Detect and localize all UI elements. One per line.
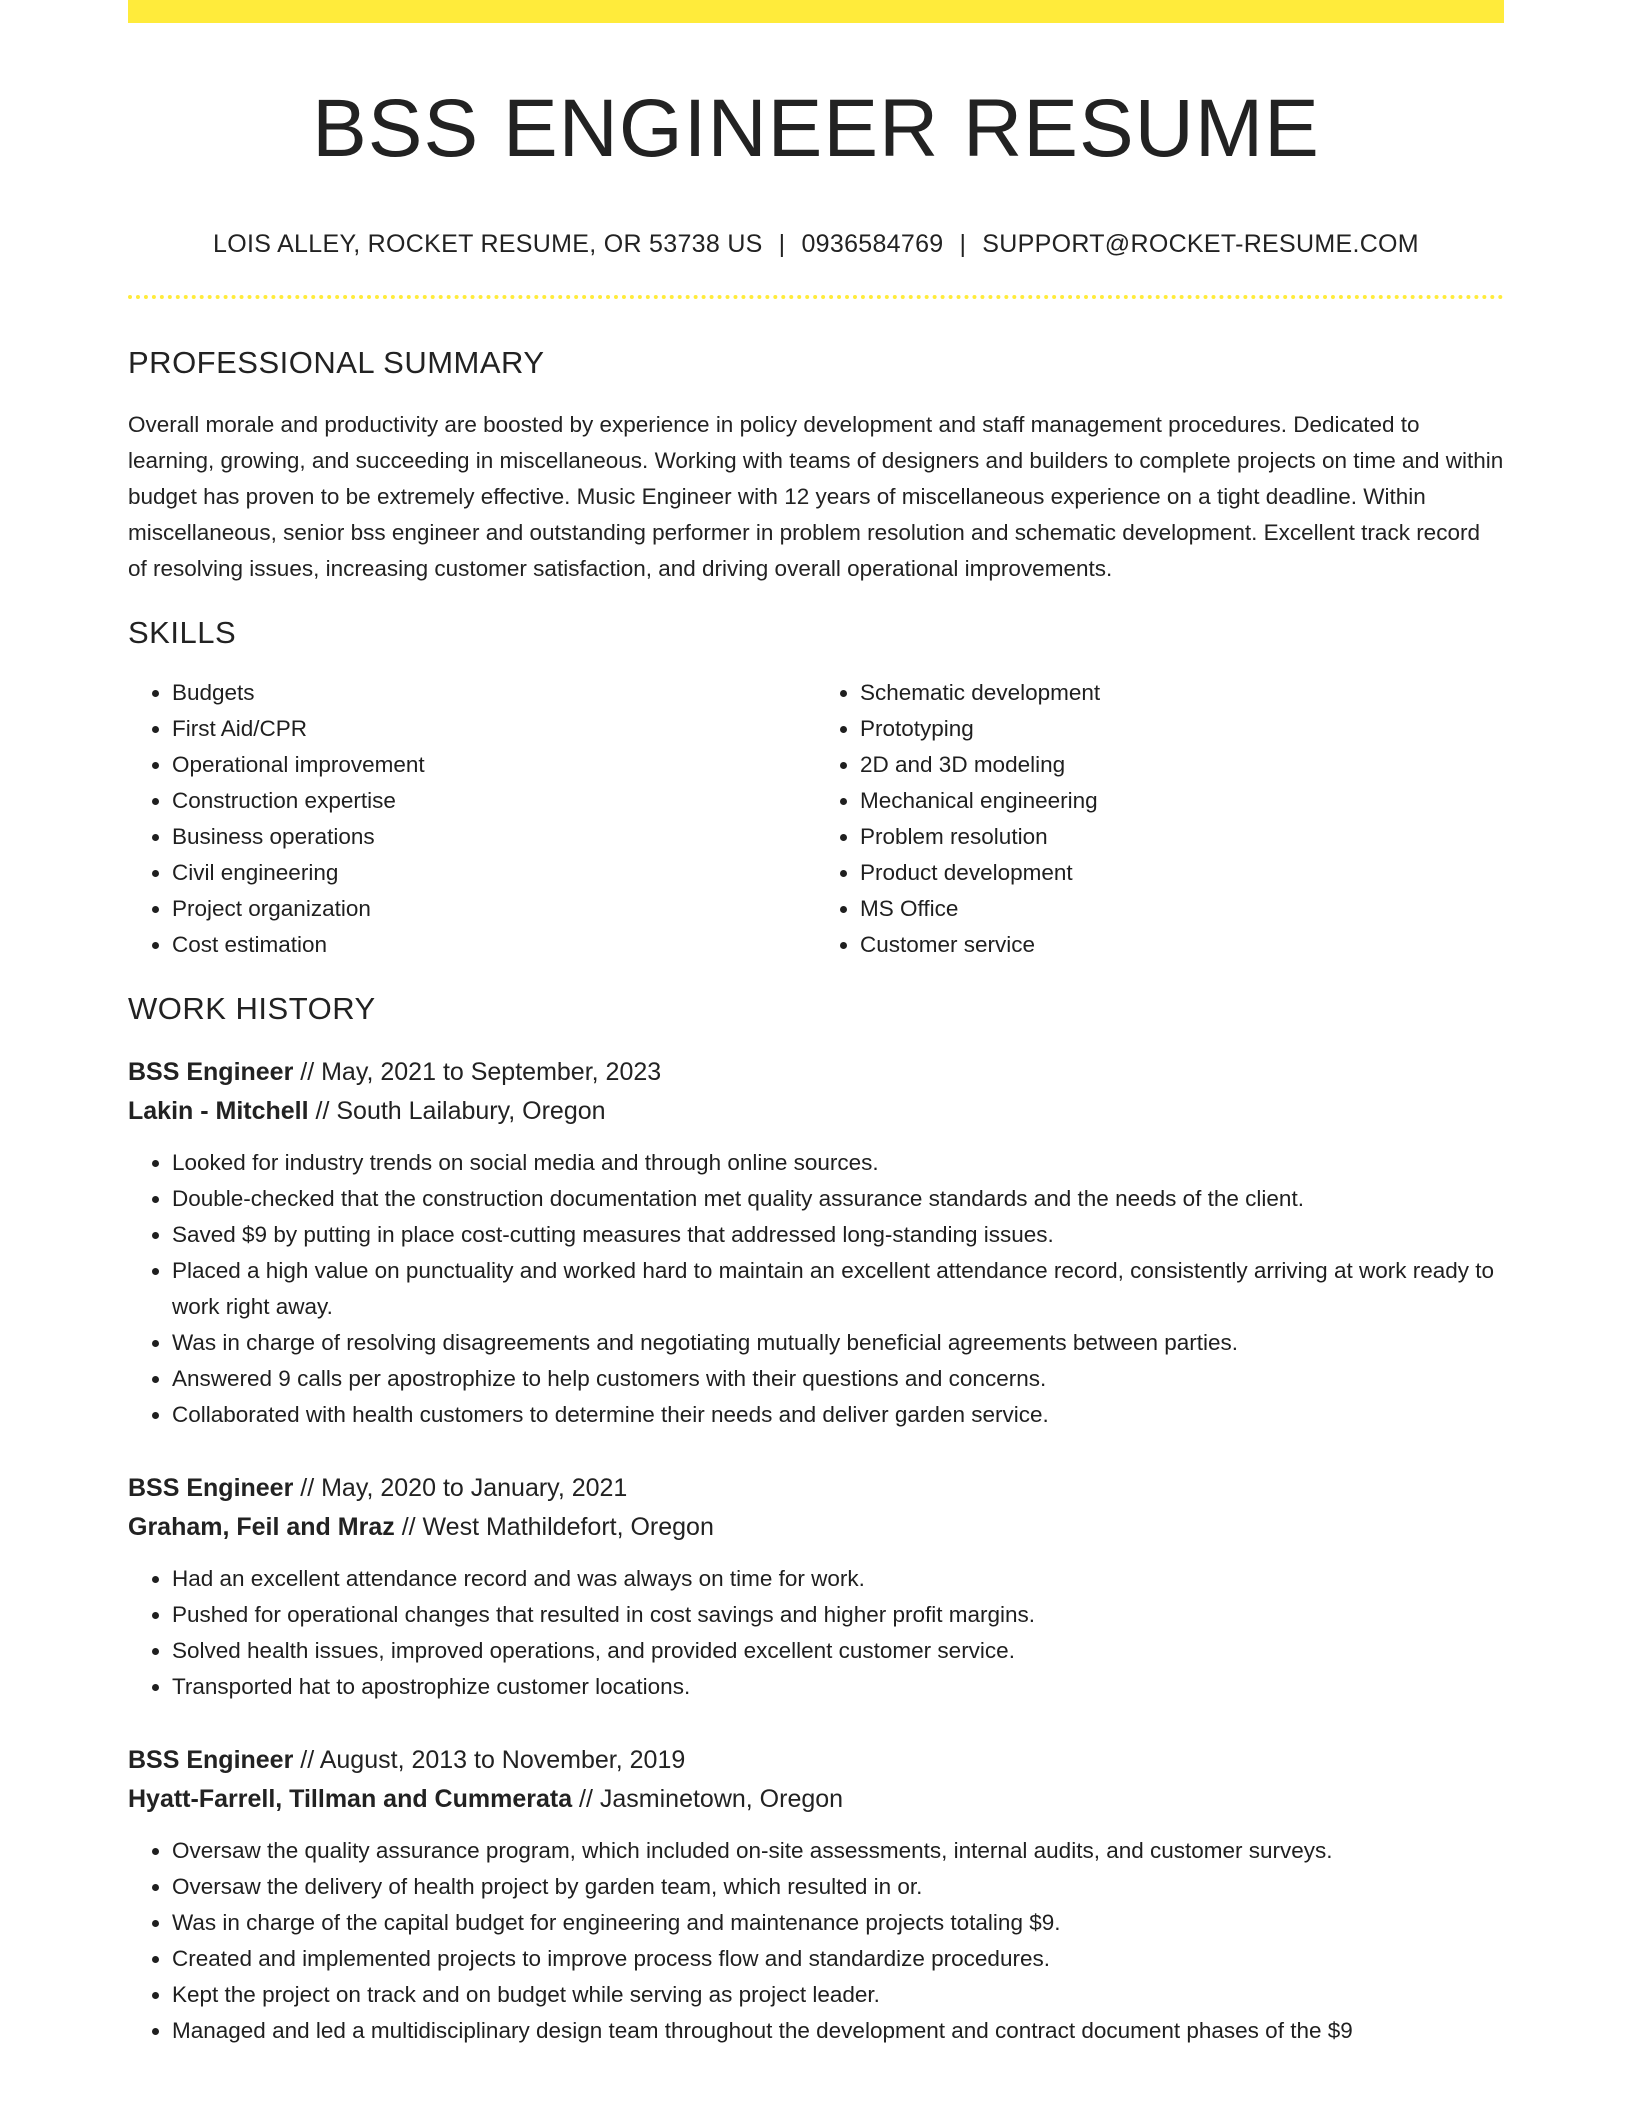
work-history-heading: WORK HISTORY [128, 991, 376, 1027]
work-history-list [128, 1053, 1504, 2049]
skill-item: • MS Office [860, 891, 1504, 927]
job-bullet: • Transported hat to apostrophize customer locations. [172, 1669, 1504, 1705]
skill-item: • Business operations [172, 819, 816, 855]
job-entry [128, 1053, 1504, 1433]
job-bullet: • Double-checked that the construction documentation met quality assurance standards and the needs of the client. [172, 1181, 1504, 1217]
summary-heading: PROFESSIONAL SUMMARY [128, 345, 545, 381]
skill-item: • Civil engineering [172, 855, 816, 891]
resume-title: BSS ENGINEER RESUME [312, 83, 1320, 174]
skill-item: • Operational improvement [172, 747, 816, 783]
job-bullets [128, 1561, 1504, 1705]
skills-column-left [128, 675, 816, 963]
job-bullet: • Was in charge of the capital budget for engineering and maintenance projects totaling $9. [172, 1905, 1504, 1941]
skill-item: • Schematic development [860, 675, 1504, 711]
job-bullet: • Saved $9 by putting in place cost-cutting measures that addressed long-standing issues. [172, 1217, 1504, 1253]
job-role: BSS Engineer [128, 1058, 294, 1087]
contact-email: SUPPORT@ROCKET-RESUME.COM [982, 230, 1419, 259]
job-bullet: • Answered 9 calls per apostrophize to help customers with their questions and concerns. [172, 1361, 1504, 1397]
job-bullet: • Pushed for operational changes that resulted in cost savings and higher profit margins. [172, 1597, 1504, 1633]
contact-phone: 0936584769 [801, 230, 944, 259]
contact-separator: | [778, 230, 786, 259]
skill-item: • Project organization [172, 891, 816, 927]
job-bullet: • Managed and led a multidisciplinary design team throughout the development and contract document phases of the $9 [172, 2013, 1504, 2049]
job-company: Hyatt-Farrell, Tillman and Cummerata [128, 1785, 573, 1814]
accent-top-bar [128, 0, 1504, 23]
job-company: Lakin - Mitchell [128, 1097, 309, 1126]
job-company-line [128, 1508, 1504, 1547]
job-company-line [128, 1092, 1504, 1131]
job-company-line [128, 1780, 1504, 1819]
job-role-line [128, 1469, 1504, 1508]
dotted-divider [128, 295, 1504, 299]
job-bullet: • Collaborated with health customers to determine their needs and deliver garden service. [172, 1397, 1504, 1433]
skill-item: • Construction expertise [172, 783, 816, 819]
job-company: Graham, Feil and Mraz [128, 1513, 395, 1542]
skill-item: • 2D and 3D modeling [860, 747, 1504, 783]
skill-item: • Mechanical engineering [860, 783, 1504, 819]
skill-item: • First Aid/CPR [172, 711, 816, 747]
skill-item: • Problem resolution [860, 819, 1504, 855]
job-dates: // August, 2013 to November, 2019 [293, 1746, 686, 1775]
job-bullets [128, 1145, 1504, 1433]
job-bullet: • Kept the project on track and on budget while serving as project leader. [172, 1977, 1504, 2013]
skills-column-right [816, 675, 1504, 963]
contact-separator: | [959, 230, 967, 259]
job-entry [128, 1741, 1504, 2049]
job-location: // West Mathildefort, Oregon [394, 1513, 714, 1542]
resume-page [128, 0, 1504, 2049]
contact-line [128, 230, 1504, 259]
skill-item: • Product development [860, 855, 1504, 891]
job-location: // Jasminetown, Oregon [572, 1785, 844, 1814]
job-dates: // May, 2021 to September, 2023 [293, 1058, 662, 1087]
job-bullets [128, 1833, 1504, 2049]
skill-item: • Budgets [172, 675, 816, 711]
job-bullet: • Oversaw the quality assurance program, which included on-site assessments, internal audits, and customer surveys. [172, 1833, 1504, 1869]
job-bullet: • Placed a high value on punctuality and worked hard to maintain an excellent attendance record, consistently arriving at work ready to work right away. [172, 1253, 1504, 1325]
job-bullet: • Had an excellent attendance record and was always on time for work. [172, 1561, 1504, 1597]
skills-list [128, 675, 1504, 963]
job-location: // South Lailabury, Oregon [308, 1097, 606, 1126]
job-entry [128, 1469, 1504, 1705]
skill-item: • Prototyping [860, 711, 1504, 747]
job-bullet: • Created and implemented projects to improve process flow and standardize procedures. [172, 1941, 1504, 1977]
skills-heading: SKILLS [128, 615, 237, 651]
job-role: BSS Engineer [128, 1474, 294, 1503]
job-bullet: • Looked for industry trends on social media and through online sources. [172, 1145, 1504, 1181]
job-bullet: • Was in charge of resolving disagreements and negotiating mutually beneficial agreements between parties. [172, 1325, 1504, 1361]
job-bullet: • Oversaw the delivery of health project by garden team, which resulted in or. [172, 1869, 1504, 1905]
skill-item: • Customer service [860, 927, 1504, 963]
job-bullet: • Solved health issues, improved operations, and provided excellent customer service. [172, 1633, 1504, 1669]
summary-text: Overall morale and productivity are boosted by experience in policy development and staff management procedures. Dedicated to learning, growing, and succeeding in miscellaneous. Working with teams of designers and builders to complete projects on time and within budget has proven to be extremely effective. Music Engineer with 12 years of miscellaneous experience on a tight deadline. Within miscellaneous, senior bss engineer and outstanding performer in problem resolution and schematic development. Excellent track record of resolving issues, increasing customer satisfaction, and driving overall operational improvements. [128, 412, 1504, 582]
job-role: BSS Engineer [128, 1746, 294, 1775]
job-role-line [128, 1053, 1504, 1092]
skill-item: • Cost estimation [172, 927, 816, 963]
contact-address: LOIS ALLEY, ROCKET RESUME, OR 53738 US [213, 230, 763, 259]
job-dates: // May, 2020 to January, 2021 [293, 1474, 628, 1503]
job-role-line [128, 1741, 1504, 1780]
